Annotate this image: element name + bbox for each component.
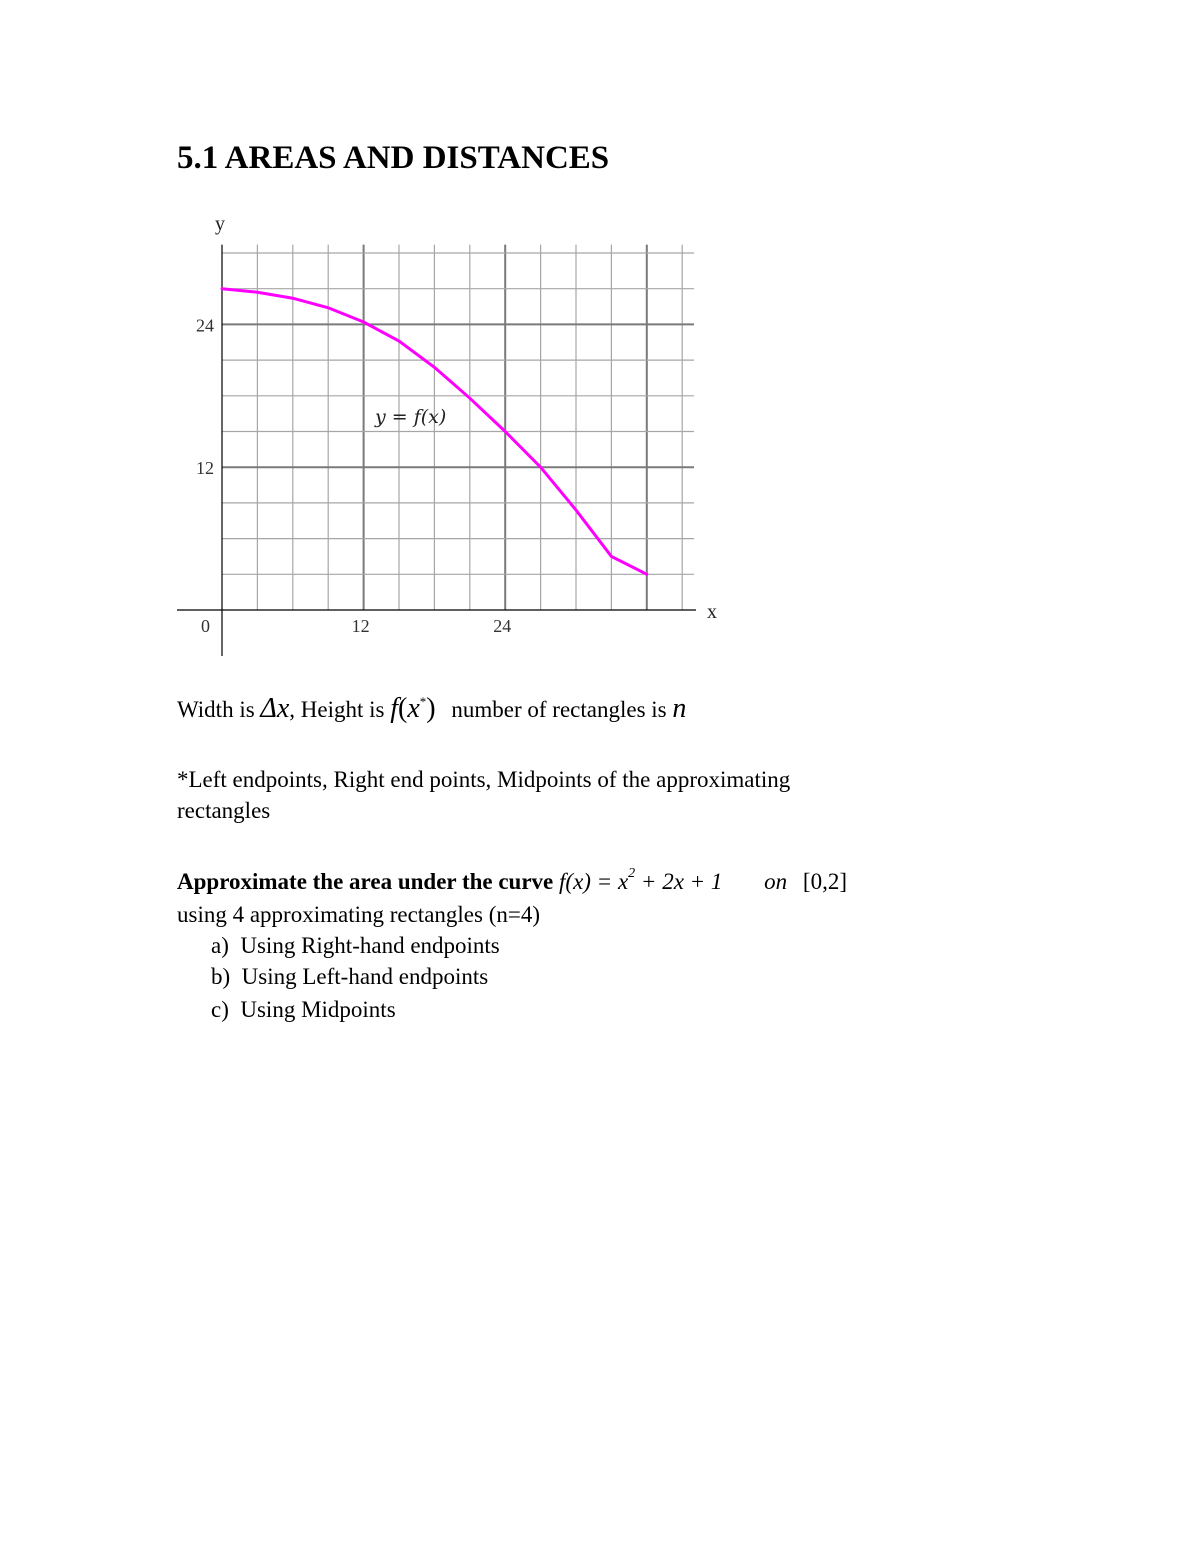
problem-on: on: [764, 869, 788, 894]
problem-function: $f(x) = x^2 + 2x + 1$: [559, 866, 723, 894]
problem-line-2: using 4 approximating rectangles (n=4): [177, 902, 540, 927]
part-a: a) Using Right-hand endpoints: [211, 933, 500, 958]
width-symbol: Δx: [260, 693, 290, 724]
problem-lead: Approximate the area under the curve: [177, 869, 554, 894]
x-tick-label: 12: [351, 616, 370, 636]
function-graph: [0, 0, 1200, 700]
tick-labels: [196, 315, 511, 636]
count-symbol: n: [672, 693, 687, 724]
height-label: , Height is: [289, 697, 385, 722]
part-b: b) Using Left-hand endpoints: [211, 964, 489, 989]
height-function: f(x*): [390, 693, 436, 724]
x-tick-label: 0: [201, 616, 210, 636]
x-tick-label: 24: [493, 616, 512, 636]
count-label: number of rectangles is: [451, 697, 667, 722]
problem-line: [177, 866, 847, 895]
curve-label: y = f(x): [375, 406, 447, 428]
definitions-line: [177, 693, 686, 725]
y-axis-label: y: [215, 213, 225, 235]
page-title: 5.1 AREAS AND DISTANCES: [177, 140, 610, 176]
y-tick-label: 12: [196, 458, 214, 479]
part-c: c) Using Midpoints: [211, 997, 396, 1022]
width-label: Width is: [177, 697, 255, 722]
note-line-1: *Left endpoints, Right end points, Midpoints of the approximating: [177, 767, 791, 792]
x-axis-label: x: [707, 601, 717, 623]
note-line-2: rectangles: [177, 798, 271, 823]
y-tick-label: 24: [196, 315, 214, 336]
problem-interval: [0,2]: [802, 869, 847, 894]
